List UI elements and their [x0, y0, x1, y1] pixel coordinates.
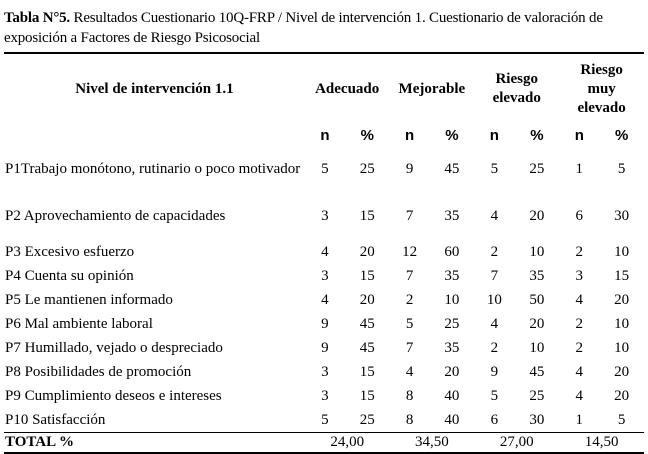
- row-label: P5 Le mantienen informado: [5, 291, 173, 308]
- cell-value: 25: [444, 315, 460, 332]
- cell-value: 9: [405, 161, 414, 177]
- table-row: [4, 384, 644, 408]
- group-header-mejorable: Mejorable: [390, 53, 475, 124]
- cell-value: 35: [444, 339, 460, 356]
- total-riesgo-muy-elevado: 14,50: [559, 433, 644, 454]
- cell-value: 45: [444, 161, 460, 177]
- subheader-n: n: [405, 126, 415, 144]
- cell-value: 9: [321, 315, 329, 332]
- cell-value: 5: [617, 161, 626, 177]
- cell-value: 10: [614, 339, 630, 356]
- row-label: P9 Cumplimiento deseos e intereses: [5, 387, 222, 404]
- total-label: TOTAL %: [4, 433, 305, 454]
- subheader-pct: %: [615, 126, 629, 144]
- cell-value: 3: [321, 208, 329, 224]
- row-label: P1Trabajo monótono, rutinario o poco motivador: [5, 161, 301, 177]
- row-label: P3 Excesivo esfuerzo: [5, 243, 135, 260]
- cell-value: 45: [359, 339, 375, 356]
- cell-value: 20: [529, 208, 545, 224]
- subheader-pct: %: [445, 126, 459, 144]
- cell-value: 20: [614, 291, 630, 308]
- subheader-row: [4, 124, 644, 146]
- cell-value: 9: [490, 363, 499, 380]
- cell-value: 15: [359, 267, 375, 284]
- cell-value: 5: [321, 411, 329, 428]
- row-label: P4 Cuenta su opinión: [5, 267, 134, 284]
- table-caption: [4, 8, 644, 48]
- cell-value: 4: [575, 291, 584, 308]
- subheader-n: n: [489, 126, 499, 144]
- cell-value: 10: [486, 291, 502, 308]
- cell-value: 8: [405, 411, 414, 428]
- cell-value: 35: [529, 267, 545, 284]
- cell-value: 45: [529, 363, 545, 380]
- cell-value: 25: [529, 387, 545, 404]
- table-row: [4, 312, 644, 336]
- subheader-pct: %: [530, 126, 544, 144]
- total-mejorable: 34,50: [390, 433, 475, 454]
- group-header-adecuado: Adecuado: [305, 53, 390, 124]
- subheader-pct: %: [360, 126, 374, 144]
- cell-value: 10: [529, 243, 545, 260]
- cell-value: 4: [490, 315, 499, 332]
- cell-value: 3: [575, 267, 584, 284]
- cell-value: 5: [405, 315, 414, 332]
- cell-value: 20: [614, 387, 630, 404]
- cell-value: 3: [321, 363, 329, 380]
- row-label: P7 Humillado, vejado o despreciado: [5, 339, 223, 356]
- table-row: [4, 240, 644, 264]
- subheader-n: n: [574, 126, 584, 144]
- cell-value: 2: [490, 339, 499, 356]
- cell-value: 3: [321, 387, 329, 404]
- cell-value: 7: [405, 339, 414, 356]
- total-row: [4, 433, 644, 454]
- results-table: [4, 52, 644, 454]
- cell-value: 15: [359, 387, 375, 404]
- total-adecuado: 24,00: [305, 433, 390, 454]
- table-row: [4, 264, 644, 288]
- caption-number: Tabla N°5.: [4, 10, 70, 26]
- table-row: [4, 288, 644, 312]
- cell-value: 45: [359, 315, 375, 332]
- header-label: Nivel de intervención 1.1: [4, 53, 305, 124]
- cell-value: 4: [321, 243, 329, 260]
- cell-value: 2: [575, 339, 584, 356]
- cell-value: 8: [405, 387, 414, 404]
- cell-value: 4: [405, 363, 414, 380]
- table-row: [4, 336, 644, 360]
- cell-value: 50: [529, 291, 545, 308]
- cell-value: 5: [490, 161, 499, 177]
- cell-value: 30: [529, 411, 545, 428]
- group-header-riesgo-muy-elevado: Riesgo muy elevado: [559, 53, 644, 124]
- cell-value: 7: [405, 267, 414, 284]
- cell-value: 7: [490, 267, 499, 284]
- table-row: [4, 408, 644, 433]
- cell-value: 10: [529, 339, 545, 356]
- row-label: P2 Aprovechamiento de capacidades: [5, 208, 226, 224]
- cell-value: 40: [444, 387, 460, 404]
- cell-value: 35: [444, 267, 460, 284]
- total-riesgo-elevado: 27,00: [474, 433, 559, 454]
- cell-value: 35: [444, 208, 460, 224]
- cell-value: 1: [575, 161, 584, 177]
- cell-value: 30: [614, 208, 630, 224]
- cell-value: 10: [614, 315, 630, 332]
- cell-value: 4: [575, 387, 584, 404]
- cell-value: 60: [444, 243, 460, 260]
- cell-value: 9: [321, 339, 329, 356]
- cell-value: 4: [490, 208, 499, 224]
- cell-value: 1: [575, 411, 584, 428]
- caption-text: Resultados Cuestionario 10Q-FRP / Nivel de intervención 1. Cuestionario de valoración de exposición a Factores de Riesgo Psicosocial: [4, 10, 603, 46]
- table-row: [4, 193, 644, 240]
- cell-value: 3: [321, 267, 329, 284]
- cell-value: 4: [321, 291, 329, 308]
- cell-value: 10: [444, 291, 460, 308]
- cell-value: 15: [359, 363, 375, 380]
- header-row: [4, 53, 644, 124]
- cell-value: 7: [405, 208, 414, 224]
- table-row: [4, 146, 644, 193]
- subheader-n: n: [320, 126, 330, 144]
- cell-value: 20: [614, 363, 630, 380]
- cell-value: 2: [490, 243, 499, 260]
- cell-value: 5: [490, 387, 499, 404]
- cell-value: 20: [444, 363, 460, 380]
- cell-value: 20: [359, 291, 375, 308]
- row-label: P10 Satisfacción: [5, 411, 106, 428]
- cell-value: 15: [359, 208, 375, 224]
- cell-value: 2: [405, 291, 414, 308]
- cell-value: 2: [575, 315, 584, 332]
- cell-value: 25: [529, 161, 545, 177]
- cell-value: 5: [617, 411, 626, 428]
- cell-value: 40: [444, 411, 460, 428]
- cell-value: 20: [359, 243, 375, 260]
- row-label: P6 Mal ambiente laboral: [5, 315, 153, 332]
- cell-value: 10: [614, 243, 630, 260]
- row-label: P8 Posibilidades de promoción: [5, 363, 192, 380]
- cell-value: 20: [529, 315, 545, 332]
- cell-value: 4: [575, 363, 584, 380]
- cell-value: 15: [614, 267, 630, 284]
- cell-value: 5: [321, 161, 329, 177]
- cell-value: 25: [359, 411, 375, 428]
- table-row: [4, 360, 644, 384]
- cell-value: 6: [575, 208, 584, 224]
- group-header-riesgo-elevado: Riesgo elevado: [474, 53, 559, 124]
- cell-value: 2: [575, 243, 584, 260]
- cell-value: 6: [490, 411, 499, 428]
- cell-value: 25: [359, 161, 375, 177]
- cell-value: 12: [402, 243, 418, 260]
